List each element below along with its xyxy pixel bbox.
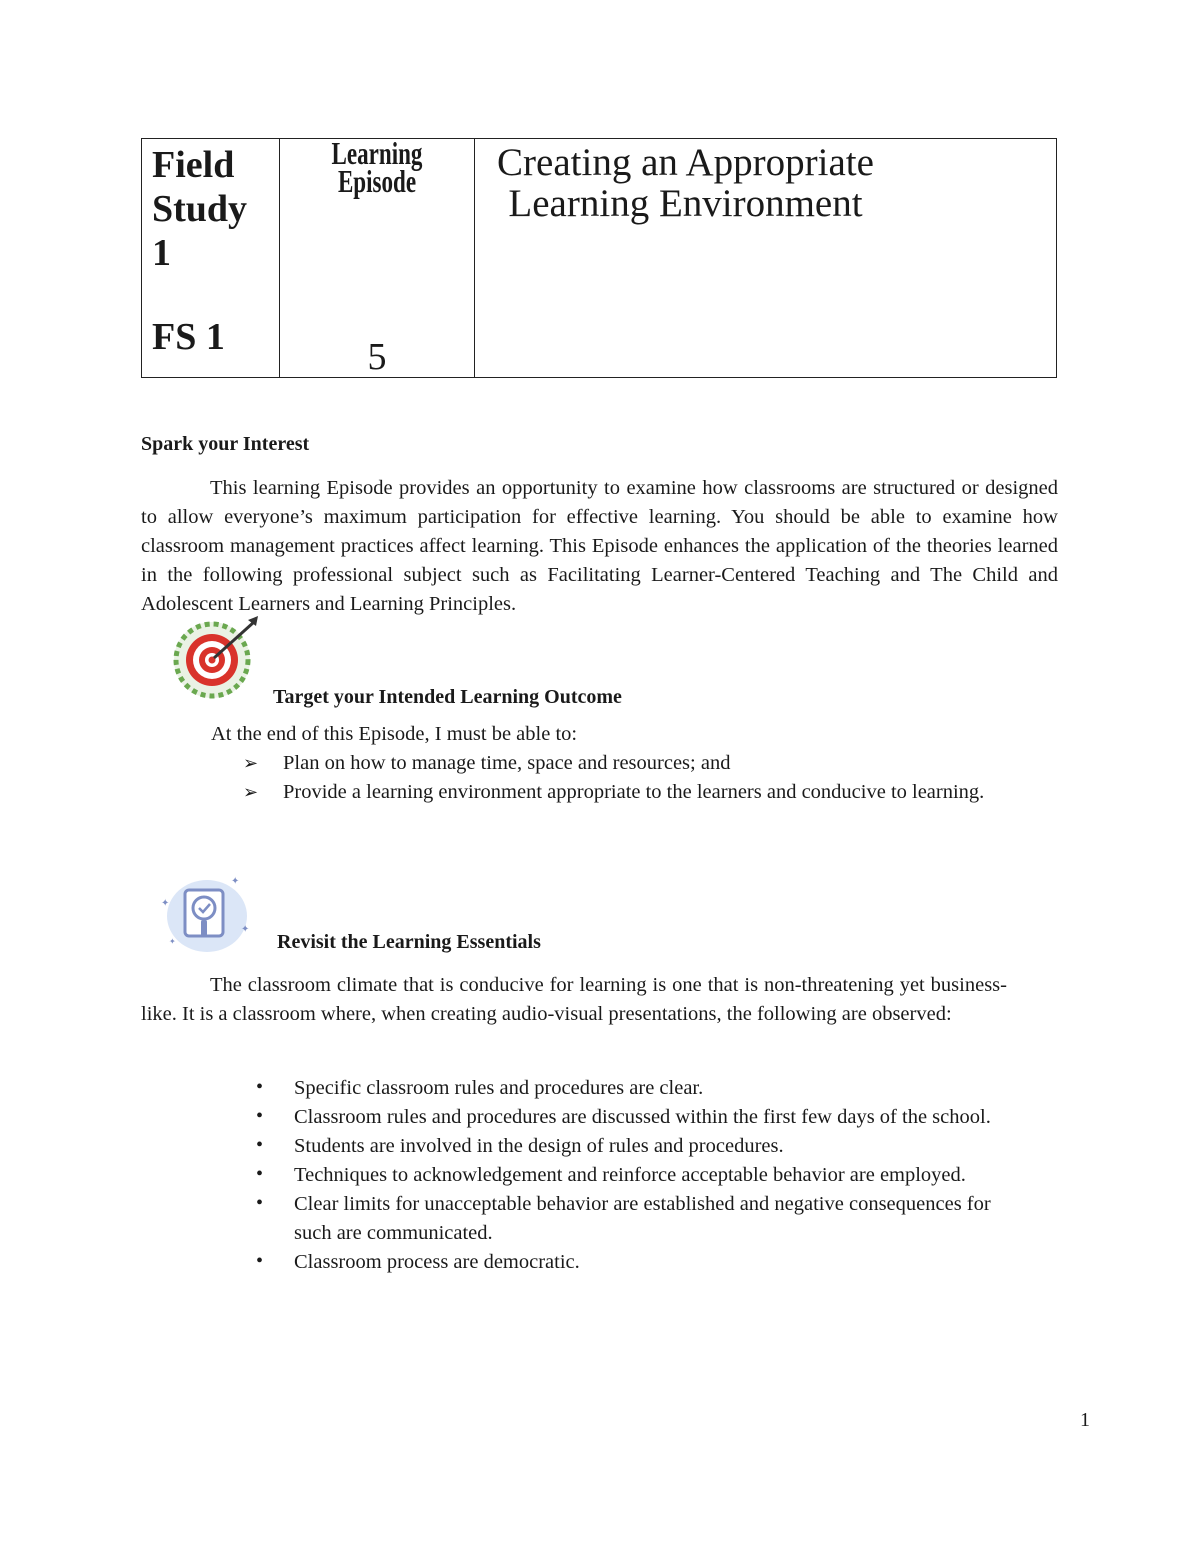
revisit-paragraph: The classroom climate that is conducive for learning is one that is non-threatening yet business-like. It is a classroom where, when creating audio-visual presentations, the following are observed:	[141, 974, 1007, 1025]
episode-title: Creating an Appropriate Learning Environment	[497, 141, 874, 225]
svg-text:✦: ✦	[241, 924, 250, 935]
target-heading: Target your Intended Learning Outcome	[273, 686, 622, 708]
fs-code: FS 1	[152, 316, 225, 358]
header-table	[141, 135, 1057, 378]
spark-heading: Spark your Interest	[141, 433, 310, 455]
list-item: • Classroom rules and procedures are discussed within the first few days of the school.	[256, 1103, 996, 1132]
magnifier-icon	[155, 872, 255, 962]
list-item: ➢ Plan on how to manage time, space and resources; and	[243, 749, 1003, 778]
list-item: • Students are involved in the design of rules and procedures.	[256, 1132, 996, 1161]
list-item: • Clear limits for unacceptable behavior are established and negative consequences for such are communicated.	[256, 1190, 996, 1248]
bullet-icon: •	[256, 1105, 264, 1127]
arrow-bullet-icon: ➢	[243, 782, 259, 802]
target-list	[243, 749, 1003, 807]
page-number: 1	[1080, 1409, 1090, 1431]
list-item: ➢ Provide a learning environment appropriate to the learners and conducive to learning.	[243, 778, 1003, 807]
target-icon	[168, 614, 262, 704]
episode-number: 5	[367, 336, 387, 378]
target-intro: At the end of this Episode, I must be able to:	[211, 723, 578, 745]
episode-label: Learning Episode	[331, 135, 423, 199]
list-item: • Specific classroom rules and procedures are clear.	[256, 1074, 996, 1103]
title-cell	[475, 139, 1056, 377]
revisit-heading: Revisit the Learning Essentials	[277, 931, 541, 953]
episode-cell	[280, 135, 475, 378]
bullet-icon: •	[256, 1163, 264, 1185]
bullet-icon: •	[256, 1250, 264, 1272]
svg-text:✦: ✦	[169, 937, 176, 946]
revisit-list	[256, 1074, 996, 1277]
list-item: • Techniques to acknowledgement and reinforce acceptable behavior are employed.	[256, 1161, 996, 1190]
bullet-icon: •	[256, 1192, 264, 1214]
field-study-title: Field Study 1	[152, 144, 248, 274]
svg-text:✦: ✦	[161, 898, 170, 909]
bullet-icon: •	[256, 1076, 264, 1098]
field-study-cell	[142, 139, 280, 377]
svg-text:✦: ✦	[231, 876, 240, 887]
bullet-icon: •	[256, 1134, 264, 1156]
arrow-bullet-icon: ➢	[243, 753, 259, 773]
spark-paragraph: This learning Episode provides an opportunity to examine how classrooms are structured or designed to allow everyone’s maximum participation for effective learning. You should be able to examine how classroom management practices affect learning. This Episode enhances the application of the theories learned in the following professional subject such as Facilitating Learner-Centered Teaching and The Child and Adolescent Learners and Learning Principles.	[141, 477, 1058, 615]
list-item: • Classroom process are democratic.	[256, 1248, 996, 1277]
